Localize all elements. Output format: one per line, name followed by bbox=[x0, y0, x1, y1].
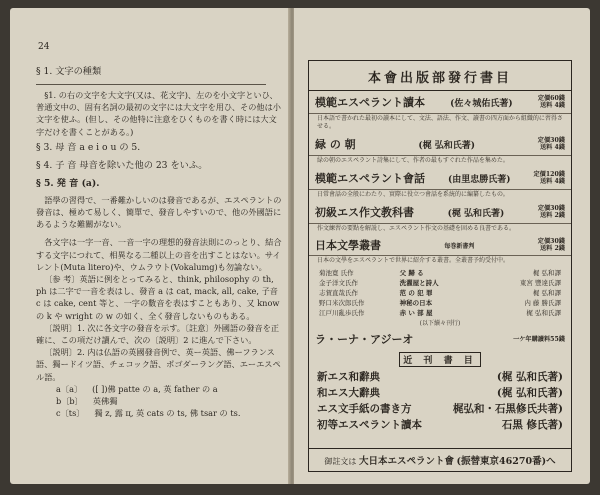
recent-book-author: 梶弘和・石黒修氏共著) bbox=[453, 403, 563, 415]
recent-books-heading: 近 刊 書 目 bbox=[399, 352, 481, 367]
magazine-title: ラ・ーナ・アジーオ bbox=[315, 333, 414, 346]
section-5-heading: § 5. 発 音 (a). bbox=[36, 177, 100, 189]
series-title: 洗濯屋と詩人 bbox=[399, 279, 439, 287]
series-author: 江戸川亂歩氏作 bbox=[319, 309, 365, 317]
recent-book-author: 石黒 修氏著) bbox=[501, 419, 563, 431]
example-text: ([ ])佛 patte の a, 英 father の a bbox=[92, 383, 218, 394]
example-row bbox=[56, 395, 284, 407]
series-note: (以下續々刊行) bbox=[419, 320, 461, 327]
series-author: 志賀直哉氏作 bbox=[319, 289, 358, 297]
book-title: 模範エスペラント會話 bbox=[315, 172, 425, 185]
series-translator: 東宮 豐達氏譯 bbox=[519, 279, 561, 287]
paragraph-1: 語學の習得で、一番難かしいのは發音であるが、エスペラントの發音は、極めて易しく、簡單で、發音しやすいので、他の外國語にあるような難關がない。 bbox=[36, 194, 282, 230]
book-title: 日本文學叢書 bbox=[315, 239, 381, 252]
book-title: 模範エスペラント讀本 bbox=[315, 96, 425, 109]
recent-book bbox=[309, 417, 571, 433]
recent-book bbox=[309, 369, 571, 385]
book-author: (梶 弘和氏著) bbox=[418, 140, 476, 151]
book-description: 日本語で書かれた最初の讀本にして、文法、語法、作文、讀書の四方面から組織的に習得させる。 bbox=[317, 115, 563, 130]
book-description: 日常會話の全般にわたり、實際に役立つ會話を系統的に編纂したもの。 bbox=[317, 191, 509, 198]
example-text: 英佛獨 bbox=[92, 396, 118, 407]
book-description: 日本の文學をエスペラントで世界に紹介する叢書。全叢書予約受付中。 bbox=[317, 257, 510, 264]
page-number: 24 bbox=[38, 42, 50, 52]
series-translator: 梶 弘和譯 bbox=[532, 289, 561, 297]
section-4-heading: § 4. 子 音 母音を除いた他の 23 をいふ。 bbox=[36, 159, 208, 171]
magazine-entry bbox=[309, 330, 571, 348]
explanation-note-2: 〔説明〕2. 内は仏語の英國發音例で、英ー英語、佛ーフランス語、獨ードイツ語、チェコック語、ポゴダーラング語、エーエスペル語。 bbox=[36, 347, 281, 382]
left-page-body bbox=[36, 62, 284, 419]
recent-book bbox=[309, 401, 571, 417]
book-author: (由里忠勝氏著) bbox=[447, 174, 511, 185]
book-entry bbox=[309, 235, 571, 256]
reference-note: 〔参 考〕英語に例をとってみると、think, philosophy の th, ph は二字で一音を表はし、發音 a は cat, mack, all, cake, 子音 c は cake, cent 等と、一字の數音を表はすこともあり、又 know の k や wright の w の如く、全く發音しないものもある。 bbox=[36, 274, 280, 321]
book-price: 定價60錢 送料 4錢 bbox=[537, 95, 565, 109]
series-author: 菊池寛 氏作 bbox=[319, 269, 354, 277]
series-author: 野口米次郎氏作 bbox=[319, 299, 365, 307]
series-title: 神秘の日本 bbox=[399, 299, 433, 307]
section-2-text: §1. の右の文字を大文字(又は、花文字)、左のを小文字といひ、普通文中の、固有名詞の最初の文字には大文字を用ひ、その他は小文字を使ふ。(但し、その他特に注意をひくものを書く時には大文字だけを書くことがある。) bbox=[36, 90, 281, 137]
transfer-account: (振替東京46270番)へ bbox=[456, 456, 556, 467]
recent-book-author: (梶 弘和氏著) bbox=[496, 387, 563, 399]
publisher-name: 大日本エスペラント會 bbox=[358, 456, 454, 467]
recent-book-title: 新エス和辭典 bbox=[317, 371, 380, 383]
book-author: (梶 弘和氏著) bbox=[447, 208, 505, 219]
book-author: (佐々城佑氏著) bbox=[450, 98, 513, 109]
divider bbox=[36, 84, 266, 85]
book-price: 定價30錢 送料 2錢 bbox=[537, 238, 565, 252]
order-info bbox=[309, 448, 571, 471]
right-page bbox=[294, 8, 590, 484]
left-page bbox=[10, 8, 290, 484]
example-row bbox=[56, 383, 284, 395]
book-entry bbox=[309, 167, 571, 190]
paragraph-2: 各文字は一字一音、一音一字の理想的發音法則にのっとり、結合する文字につれて、相異なる二種以上の音を出すことはない。サイレント(Muta litero)や、ウムラウト(Vokalumg)も勿論ない。 bbox=[36, 237, 282, 272]
catalog-box bbox=[308, 60, 572, 472]
magazine-note: 一ケ年購讀料55錢 bbox=[513, 335, 565, 343]
book-title: 初級エス作文教科書 bbox=[315, 206, 414, 219]
book-author: 毎巻新書判 bbox=[444, 242, 475, 250]
explanation-note-1: 〔説明〕1. 次に各文字の發音を示す。〔註意〕外國語の發音を正確に、この項だけ讀んで、次の〔説明〕2 に進んで下さい。 bbox=[36, 322, 280, 346]
example-mark: c〔ts〕 bbox=[56, 408, 85, 419]
recent-book-title: 和エス大辭典 bbox=[317, 387, 380, 399]
example-text: 獨 z, 露 ц, 英 cats の ts, 佛 tsar の ts. bbox=[94, 408, 241, 419]
book-description: 作文練習の要點を解説し、エスペラント作文の基礎を固める良書である。 bbox=[317, 225, 516, 232]
recent-book-title: エス文手紙の書き方 bbox=[317, 403, 412, 415]
recent-book-author: (梶 弘和氏著) bbox=[496, 371, 563, 383]
series-translator: 梶 弘和譯 bbox=[532, 269, 561, 277]
example-mark: a〔a〕 bbox=[56, 383, 83, 394]
catalog-title: 本會出版部發行書目 bbox=[309, 61, 571, 91]
example-mark: b〔b〕 bbox=[56, 396, 83, 407]
series-list bbox=[309, 267, 571, 319]
section-3-heading: § 3. 母 音 a e i o u の 5. bbox=[36, 141, 141, 153]
book-entry bbox=[309, 91, 571, 114]
series-title: 赤 い 部 屋 bbox=[399, 309, 433, 317]
book-description: 緑の朝のエスペラント詩集にして、作者の最もすぐれた作品を集めた。 bbox=[317, 157, 509, 164]
book-price: 定價30錢 送料 4錢 bbox=[537, 137, 565, 151]
series-translator: 梶 弘和氏譯 bbox=[526, 309, 561, 317]
order-prefix: 御註文は bbox=[324, 457, 357, 466]
series-author: 金子洋文氏作 bbox=[319, 279, 358, 287]
series-title: 范 の 犯 罪 bbox=[399, 289, 433, 297]
recent-book-title: 初等エスペラント讀本 bbox=[317, 419, 422, 431]
book-entry bbox=[309, 201, 571, 224]
book-price: 定價120錢 送料 4錢 bbox=[533, 171, 565, 185]
book-entry bbox=[309, 133, 571, 156]
section-1-heading: § 1. 文字の種類 bbox=[36, 66, 102, 77]
series-title: 父 歸 る bbox=[399, 269, 424, 277]
series-translator: 内 藤 勝氏譯 bbox=[524, 299, 561, 307]
example-row bbox=[56, 407, 284, 419]
book-title: 緑 の 朝 bbox=[315, 138, 356, 151]
recent-book bbox=[309, 385, 571, 401]
book-price: 定價30錢 送料 2錢 bbox=[537, 205, 565, 219]
